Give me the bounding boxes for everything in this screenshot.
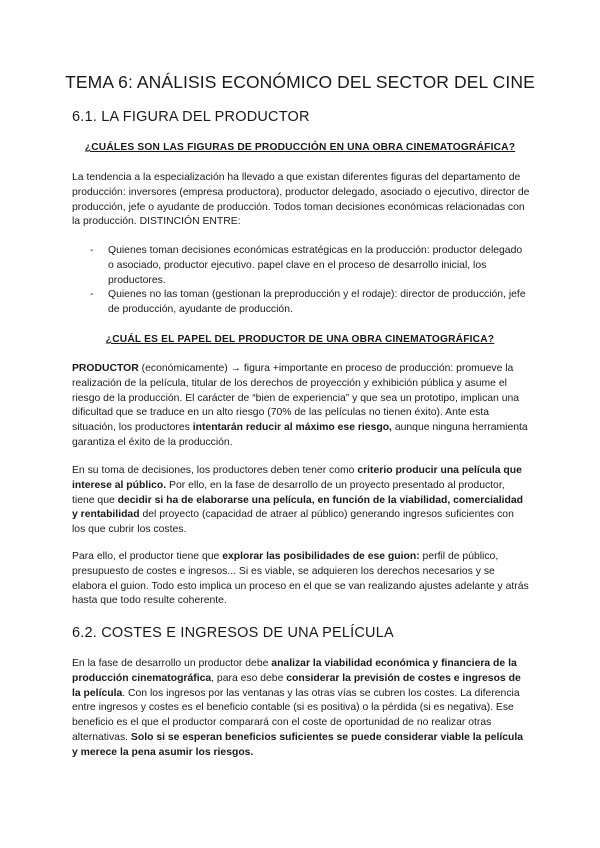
bold-text: criterio producir una película que interese al público. [72, 465, 522, 491]
page-title: TEMA 6: ANÁLISIS ECONÓMICO DEL SECTOR DEL CINE [65, 72, 535, 92]
figures-list [90, 244, 530, 318]
paragraph-guion [72, 550, 530, 609]
paragraph-especializacion: La tendencia a la especialización ha llevado a que existan diferentes figuras del departamento de producción: inversores (empresa productora), productor delegado, asociado o ejecutivo, director de producción, jefe o ayudante de producción. Todos toman decisiones económicas relacionadas con la producción. DISTINCIÓN ENTRE: [72, 172, 530, 228]
text-span: perfil de público, presupuesto de costes e ingresos... Si es viable, se adquieren los derechos necesarios y se elabora el guion. Todo esto implica un proceso en el que se van realizando ajustes adelante y atrás hasta que todo resulte coherente. [72, 551, 529, 607]
text-span: . Con los ingresos por las ventanas y las otras vías se cubren los costes. La diferencia entre ingresos y costes es el beneficio contable (si es positiva) o la pérdida (si es negativa). Ese beneficio es el que el productor comparará con el coste de oportunidad de no realizar otras alternativas. [72, 687, 520, 743]
section-heading-productor: 6.1. LA FIGURA DEL PRODUCTOR [72, 109, 310, 125]
bold-text: analizar la viabilidad económica y financiera de la producción cinematográfica [72, 658, 517, 684]
paragraph-viabilidad [72, 657, 530, 761]
list-item: - Quienes no las toman (gestionan la preproducción y el rodaje): director de producción, jefe de producción, ayudante de producción. [90, 288, 530, 318]
text-span: , para eso debe [211, 672, 287, 684]
text-span: Por ello, en la fase de desarrollo de un proyecto presentado al productor, tiene que [72, 479, 505, 506]
list-item: - Quienes toman decisiones económicas estratégicas en la producción: productor delegado o asociado, productor ejecutivo. papel clave en el proceso de desarrollo inicial, los productores. [90, 244, 530, 288]
text-span: aunque ninguna herramienta garantiza el éxito de la producción. [72, 422, 528, 448]
question-figuras-produccion: ¿CUÁLES SON LAS FIGURAS DE PRODUCCIÓN EN UNA OBRA CINEMATOGRÁFICA? [84, 142, 516, 153]
text-span: En la fase de desarrollo un productor debe [72, 658, 272, 669]
paragraph-toma-decisiones [72, 464, 530, 538]
bold-text: explorar las posibilidades de ese guion: [222, 551, 420, 562]
text-span: del proyecto (capacidad de atraer al público) generando ingresos suficientes con los que cubrir los costes. [72, 509, 514, 536]
bold-text: considerar la previsión de costes e ingresos de la película [72, 672, 521, 699]
bold-text: decidir si ha de elaborarse una película, en función de la viabilidad, comercialidad y rentabilidad [72, 494, 524, 521]
bold-text: Solo si se esperan beneficios suficientes se puede considerar viable la película y merece la pena asumir los riesgos. [72, 731, 524, 758]
question-papel-productor: ¿CUÁL ES EL PAPEL DEL PRODUCTOR DE UNA OBRA CINEMATOGRÁFICA? [105, 334, 495, 345]
text-span: En su toma de decisiones, los productores deben tener como [72, 465, 358, 476]
bold-text: PRODUCTOR [72, 363, 139, 374]
paragraph-productor [72, 362, 530, 451]
text-span: Para ello, el productor tiene que [72, 551, 223, 562]
text-span: (económicamente) → figura +importante en proceso de producción: promueve la realización de la película, titular de los derechos de proyección y exhibición pública y asume el riesgo de la producción. El carácter de “bien de experiencia” y que sea un prototipo, implican una dificultad que se traduce en un alto riesgo (70% de las películas no tienen éxito). Ante esta situación, los productores [72, 363, 520, 434]
bold-text: intentarán reducir al máximo ese riesgo, [192, 422, 392, 434]
section-heading-costes-ingresos: 6.2. COSTES E INGRESOS DE UNA PELÍCULA [72, 625, 394, 641]
